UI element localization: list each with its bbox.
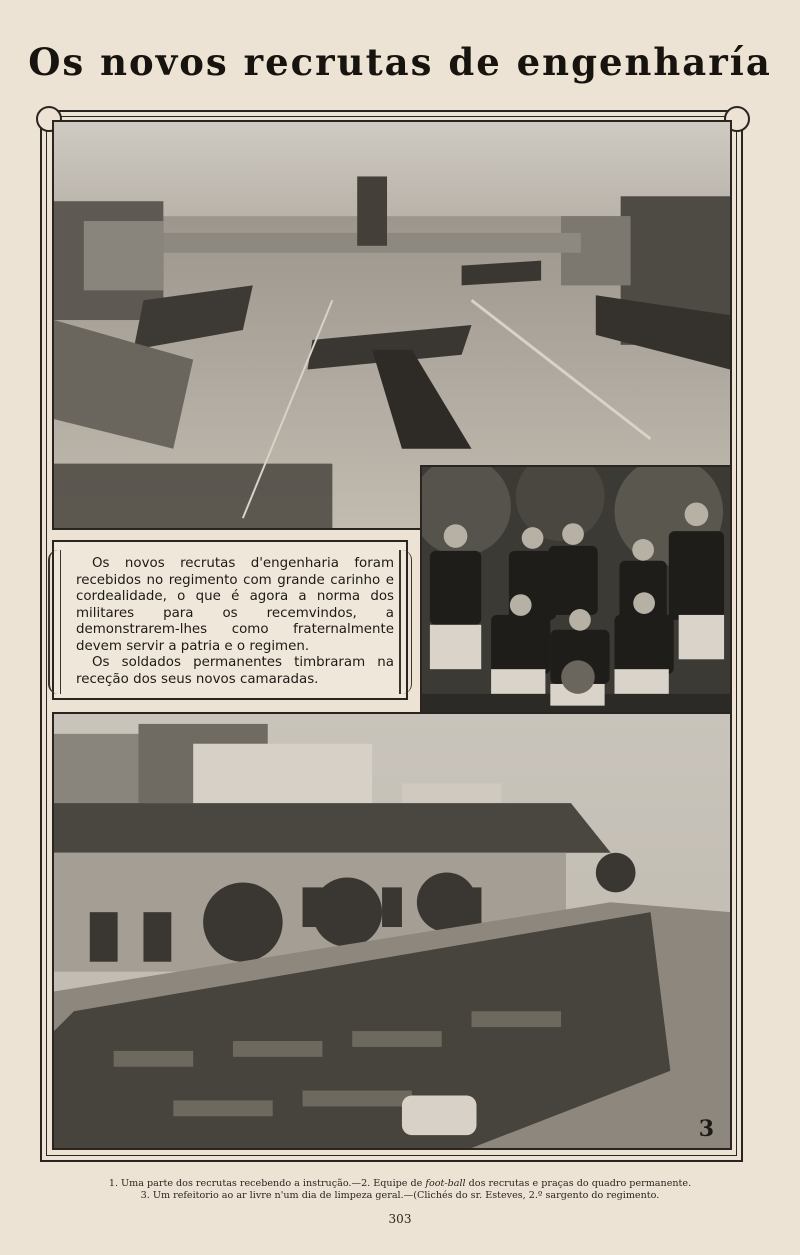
ornament-left <box>48 550 61 694</box>
figure-caption <box>60 1178 740 1202</box>
caption-text: dos recrutas e praças do quadro permanente. <box>465 1178 692 1189</box>
photo-number: 3 <box>698 1116 714 1142</box>
page-title: Os novos recrutas de engenharía <box>28 40 772 84</box>
article-body <box>76 556 394 688</box>
article-paragraph: Os novos recrutas d'engenharia foram recebidos no regimento com grande carinho e cordealidade, o que é agora a norma dos militares para os recemvindos, a demonstrarem-lhes como fraternalmente devem servir a patria e o regimen. <box>76 556 394 654</box>
page-number: 303 <box>388 1212 412 1226</box>
caption-text: 1. Uma parte dos recrutas recebendo a instrução.—2. Equipe de <box>108 1178 426 1189</box>
photo-outdoor-refectory <box>52 712 732 1150</box>
caption-emphasis: foot-ball <box>425 1178 466 1189</box>
article-text-box <box>52 540 408 700</box>
article-paragraph: Os soldados permanentes timbraram na receção dos seus novos camaradas. <box>76 655 394 687</box>
caption-line-2: 3. Um refeitorio ao ar livre n'um dia de limpeza geral.—(Clichés do sr. Esteves, 2.º sargento do regimento. <box>140 1190 660 1201</box>
caption-line-1 <box>60 1178 740 1190</box>
ornament-right <box>399 550 412 694</box>
